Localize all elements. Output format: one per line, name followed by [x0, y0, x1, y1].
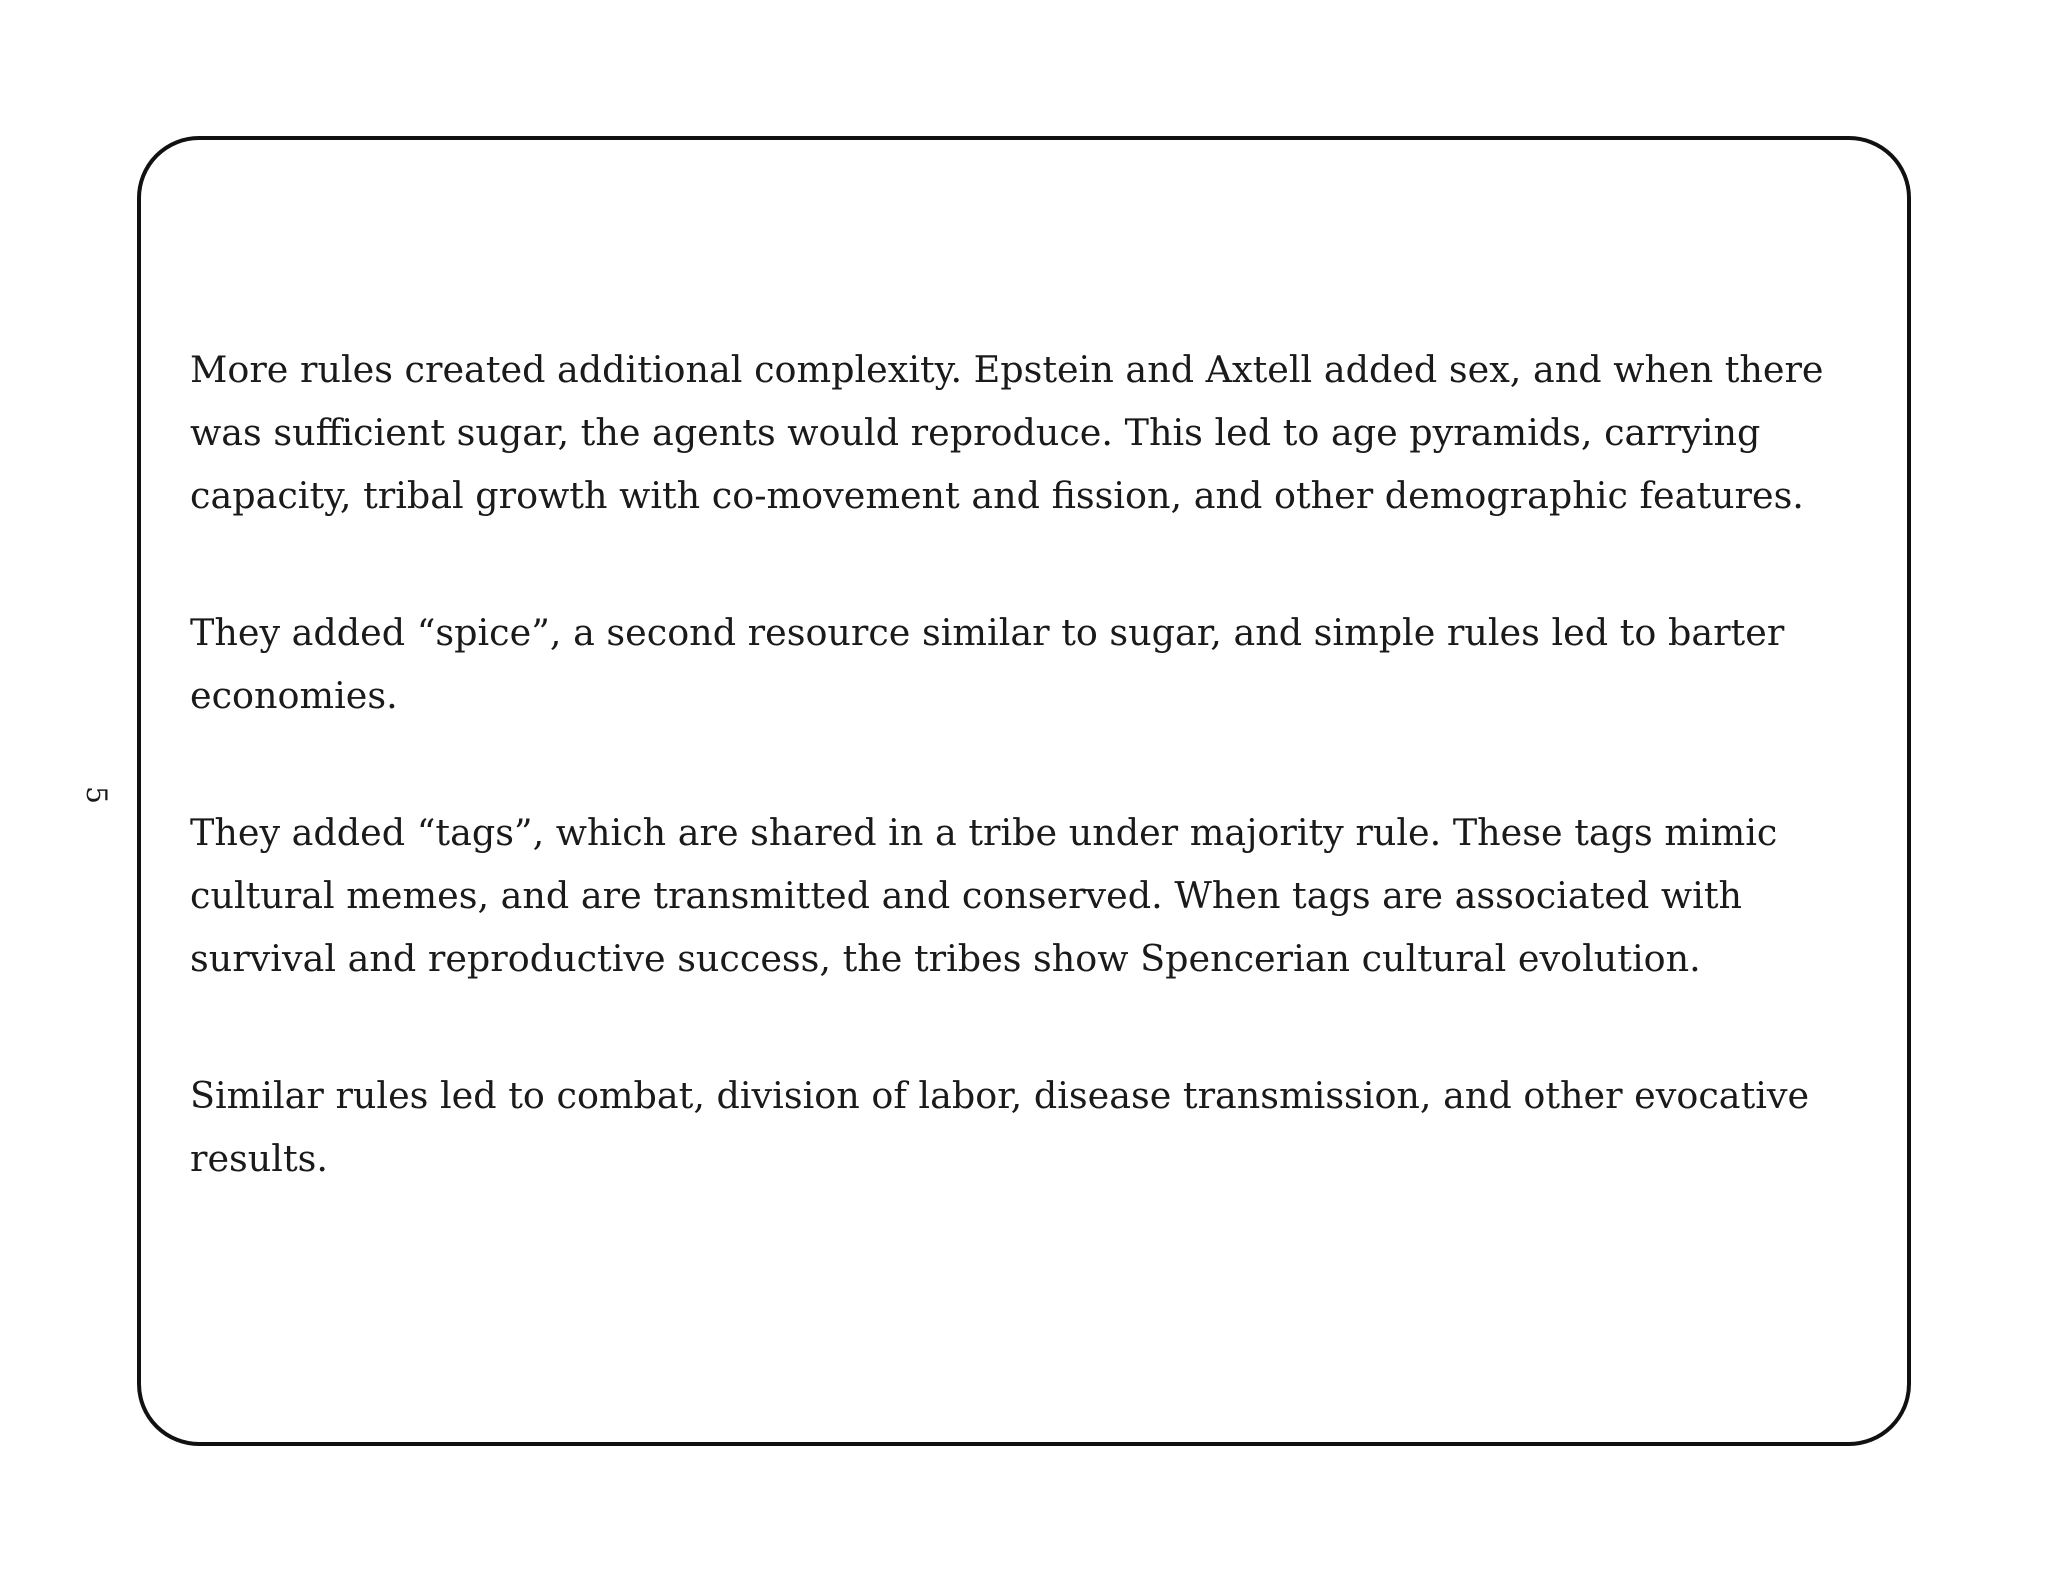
paragraph-spice: They added “spice”, a second resource similar to sugar, and simple rules led to barter economies. — [190, 611, 1785, 717]
paragraph-tags: They added “tags”, which are shared in a tribe under majority rule. These tags mimic cultural memes, and are transmitted and conserved. When tags are associated with survival and reproductive success, the tribes show Spencerian cultural evolution. — [190, 811, 1778, 980]
slide-body — [190, 338, 1890, 1190]
paragraph-rules-complexity: More rules created additional complexity. Epstein and Axtell added sex, and when there was sufficient sugar, the agents would reproduce. This led to age pyramids, carrying capacity, tribal growth with co-movement and fission, and other demographic features. — [190, 348, 1824, 517]
page-number: 5 — [80, 786, 114, 804]
paragraph-similar-rules: Similar rules led to combat, division of labor, disease transmission, and other evocative results. — [190, 1074, 1810, 1180]
